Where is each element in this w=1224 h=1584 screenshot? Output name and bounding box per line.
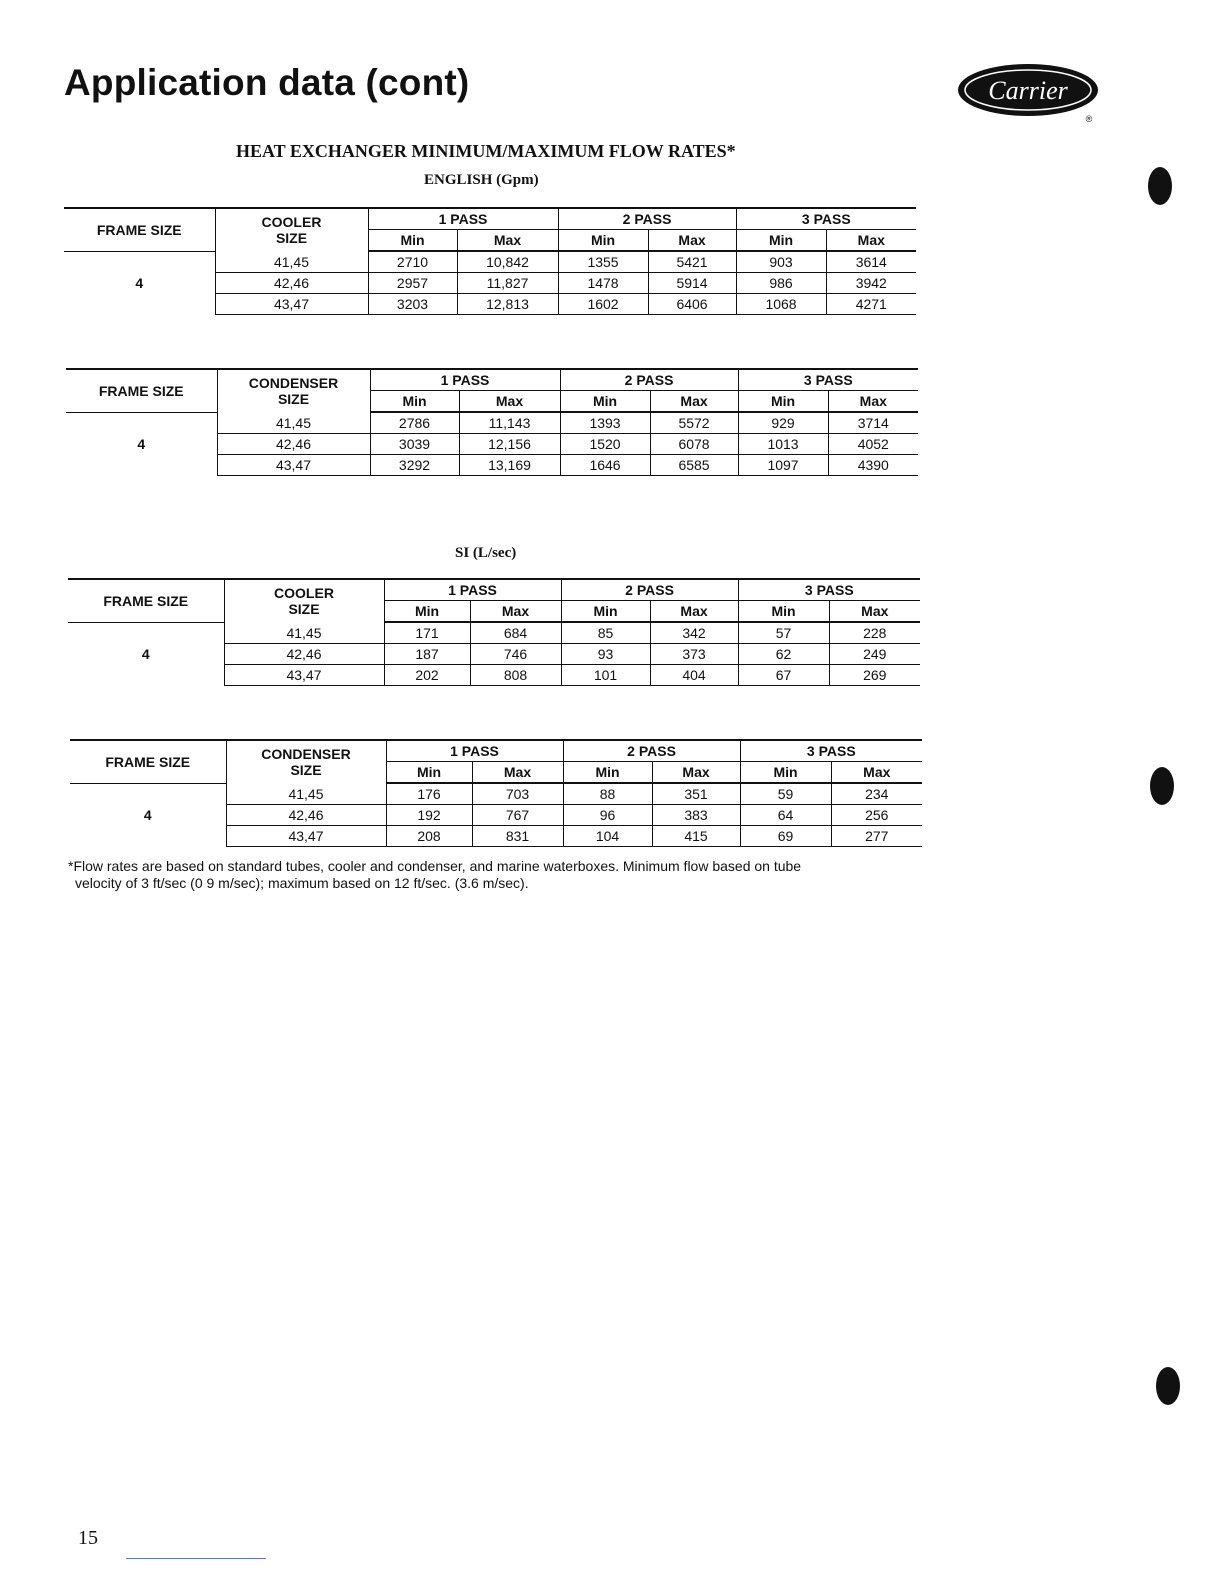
pass2-min-cell: 88: [563, 783, 652, 805]
pass1-max-cell: 13,169: [459, 455, 560, 476]
max-header: Max: [472, 762, 563, 784]
max-header: Max: [829, 601, 920, 623]
pass-header: 1 PASS: [384, 579, 561, 601]
size-cell: 42,46: [217, 434, 370, 455]
frame-size-value: 4: [64, 251, 215, 315]
pass-header: 2 PASS: [558, 208, 736, 230]
size-header: [226, 740, 386, 783]
si-units-label: SI (L/sec): [455, 545, 517, 561]
pass-header: 3 PASS: [738, 579, 920, 601]
table-row: [68, 622, 920, 644]
pass1-min-cell: 202: [384, 665, 470, 686]
min-header: Min: [738, 601, 829, 623]
frame-size-header: FRAME SIZE: [68, 579, 224, 622]
si-cooler-table: [68, 578, 920, 694]
binder-hole-bottom: [1156, 1367, 1180, 1405]
size-cell: 42,46: [226, 805, 386, 826]
pass3-min-cell: 64: [740, 805, 831, 826]
max-header: Max: [826, 230, 916, 252]
size-cell: 43,47: [217, 455, 370, 476]
section-heading: HEAT EXCHANGER MINIMUM/MAXIMUM FLOW RATES*: [236, 141, 736, 161]
size-header-line1: CONDENSER: [248, 375, 339, 391]
pass2-min-cell: 1646: [560, 455, 650, 476]
page-title: Application data (cont): [64, 62, 470, 103]
pass3-min-cell: 69: [740, 826, 831, 847]
size-header-line1: COOLER: [274, 585, 334, 601]
size-cell: 41,45: [215, 251, 368, 273]
size-header-line1: CONDENSER: [261, 746, 351, 762]
size-header: [224, 579, 384, 622]
pass3-max-cell: 269: [829, 665, 920, 686]
frame-size-header: FRAME SIZE: [64, 208, 215, 251]
min-header: Min: [370, 391, 459, 413]
pass2-max-cell: 6406: [648, 294, 736, 315]
size-header-line2: SIZE: [275, 230, 308, 246]
pass1-min-cell: 208: [386, 826, 472, 847]
size-cell: 43,47: [215, 294, 368, 315]
pass3-min-cell: 67: [738, 665, 829, 686]
registered-mark: ®: [1085, 114, 1093, 124]
table-row: [66, 412, 918, 434]
pass2-max-cell: 5914: [648, 273, 736, 294]
size-cell: 42,46: [215, 273, 368, 294]
pass-header: 2 PASS: [560, 369, 738, 391]
pass3-max-cell: 4271: [826, 294, 916, 315]
carrier-logo: [957, 62, 1099, 124]
pass2-max-cell: 351: [652, 783, 740, 805]
logo-text: Carrier: [988, 76, 1068, 105]
pass2-max-cell: 6585: [650, 455, 738, 476]
max-header: Max: [831, 762, 922, 784]
pass1-min-cell: 2786: [370, 412, 459, 434]
pass1-max-cell: 11,827: [457, 273, 558, 294]
pass2-min-cell: 1478: [558, 273, 648, 294]
max-header: Max: [650, 601, 738, 623]
size-header: [215, 208, 368, 251]
pass3-min-cell: 57: [738, 622, 829, 644]
pass1-max-cell: 746: [470, 644, 561, 665]
min-header: Min: [384, 601, 470, 623]
pass-header: 1 PASS: [370, 369, 560, 391]
bottom-rule: [126, 1558, 266, 1559]
footnote-line-2: velocity of 3 ft/sec (0 9 m/sec); maximum based on 12 ft/sec. (3.6 m/sec).: [75, 875, 529, 891]
pass1-max-cell: 831: [472, 826, 563, 847]
pass2-min-cell: 1602: [558, 294, 648, 315]
size-cell: 43,47: [226, 826, 386, 847]
pass3-max-cell: 256: [831, 805, 922, 826]
min-header: Min: [563, 762, 652, 784]
pass3-max-cell: 3714: [828, 412, 918, 434]
english-condenser-table: [66, 368, 918, 484]
pass1-max-cell: 12,156: [459, 434, 560, 455]
max-header: Max: [652, 762, 740, 784]
min-header: Min: [560, 391, 650, 413]
min-header: Min: [740, 762, 831, 784]
size-cell: 41,45: [226, 783, 386, 805]
size-header-line2: SIZE: [277, 391, 310, 407]
pass-header: 2 PASS: [561, 579, 738, 601]
english-cooler-table: [64, 207, 916, 323]
pass2-max-cell: 6078: [650, 434, 738, 455]
pass2-max-cell: 373: [650, 644, 738, 665]
size-header-line1: COOLER: [261, 214, 322, 230]
page-number: 15: [78, 1527, 98, 1549]
size-cell: 41,45: [217, 412, 370, 434]
pass3-min-cell: 986: [736, 273, 826, 294]
pass2-min-cell: 96: [563, 805, 652, 826]
pass2-max-cell: 5421: [648, 251, 736, 273]
pass2-max-cell: 342: [650, 622, 738, 644]
pass2-min-cell: 1355: [558, 251, 648, 273]
pass3-max-cell: 4390: [828, 455, 918, 476]
pass-header: 3 PASS: [738, 369, 918, 391]
binder-hole-middle: [1150, 767, 1174, 805]
table-row: [64, 251, 916, 273]
pass1-min-cell: 3203: [368, 294, 457, 315]
pass1-min-cell: 2710: [368, 251, 457, 273]
footnote: [68, 858, 928, 892]
frame-size-value: 4: [66, 412, 217, 476]
pass1-min-cell: 192: [386, 805, 472, 826]
pass-header: 2 PASS: [563, 740, 740, 762]
binder-hole-top: [1148, 167, 1172, 205]
max-header: Max: [650, 391, 738, 413]
size-header-line2: SIZE: [288, 601, 320, 617]
pass1-max-cell: 808: [470, 665, 561, 686]
size-cell: 41,45: [224, 622, 384, 644]
pass2-min-cell: 1393: [560, 412, 650, 434]
pass3-max-cell: 3614: [826, 251, 916, 273]
pass1-max-cell: 12,813: [457, 294, 558, 315]
pass3-min-cell: 1097: [738, 455, 828, 476]
max-header: Max: [459, 391, 560, 413]
pass2-min-cell: 93: [561, 644, 650, 665]
pass2-min-cell: 104: [563, 826, 652, 847]
table-row: [70, 783, 922, 805]
pass3-min-cell: 59: [740, 783, 831, 805]
size-cell: 42,46: [224, 644, 384, 665]
max-header: Max: [648, 230, 736, 252]
pass2-max-cell: 415: [652, 826, 740, 847]
max-header: Max: [828, 391, 918, 413]
pass-header: 3 PASS: [740, 740, 922, 762]
pass3-min-cell: 929: [738, 412, 828, 434]
pass3-min-cell: 62: [738, 644, 829, 665]
pass2-min-cell: 1520: [560, 434, 650, 455]
pass2-max-cell: 383: [652, 805, 740, 826]
size-header-line2: SIZE: [290, 762, 322, 778]
si-condenser-table: [70, 739, 922, 855]
pass3-max-cell: 249: [829, 644, 920, 665]
frame-size-header: FRAME SIZE: [66, 369, 217, 412]
pass1-min-cell: 171: [384, 622, 470, 644]
pass3-max-cell: 277: [831, 826, 922, 847]
pass1-max-cell: 11,143: [459, 412, 560, 434]
pass3-max-cell: 3942: [826, 273, 916, 294]
size-header: [217, 369, 370, 412]
footnote-line-1: *Flow rates are based on standard tubes, cooler and condenser, and marine waterboxes. Minimum flow based on tube: [68, 858, 802, 874]
min-header: Min: [561, 601, 650, 623]
max-header: Max: [457, 230, 558, 252]
pass-header: 1 PASS: [386, 740, 563, 762]
pass1-max-cell: 703: [472, 783, 563, 805]
pass1-min-cell: 187: [384, 644, 470, 665]
pass1-max-cell: 10,842: [457, 251, 558, 273]
frame-size-header: FRAME SIZE: [70, 740, 226, 783]
pass3-min-cell: 1013: [738, 434, 828, 455]
pass1-max-cell: 767: [472, 805, 563, 826]
pass-header: 3 PASS: [736, 208, 916, 230]
pass3-max-cell: 228: [829, 622, 920, 644]
pass3-max-cell: 4052: [828, 434, 918, 455]
pass3-min-cell: 1068: [736, 294, 826, 315]
min-header: Min: [738, 391, 828, 413]
frame-size-value: 4: [70, 783, 226, 847]
min-header: Min: [368, 230, 457, 252]
pass1-min-cell: 3292: [370, 455, 459, 476]
frame-size-value: 4: [68, 622, 224, 686]
min-header: Min: [386, 762, 472, 784]
pass2-min-cell: 101: [561, 665, 650, 686]
english-units-label: ENGLISH (Gpm): [424, 172, 539, 188]
pass2-max-cell: 5572: [650, 412, 738, 434]
pass3-max-cell: 234: [831, 783, 922, 805]
pass2-max-cell: 404: [650, 665, 738, 686]
max-header: Max: [470, 601, 561, 623]
pass2-min-cell: 85: [561, 622, 650, 644]
pass-header: 1 PASS: [368, 208, 558, 230]
min-header: Min: [736, 230, 826, 252]
pass1-max-cell: 684: [470, 622, 561, 644]
pass1-min-cell: 3039: [370, 434, 459, 455]
size-cell: 43,47: [224, 665, 384, 686]
pass1-min-cell: 2957: [368, 273, 457, 294]
pass3-min-cell: 903: [736, 251, 826, 273]
pass1-min-cell: 176: [386, 783, 472, 805]
min-header: Min: [558, 230, 648, 252]
